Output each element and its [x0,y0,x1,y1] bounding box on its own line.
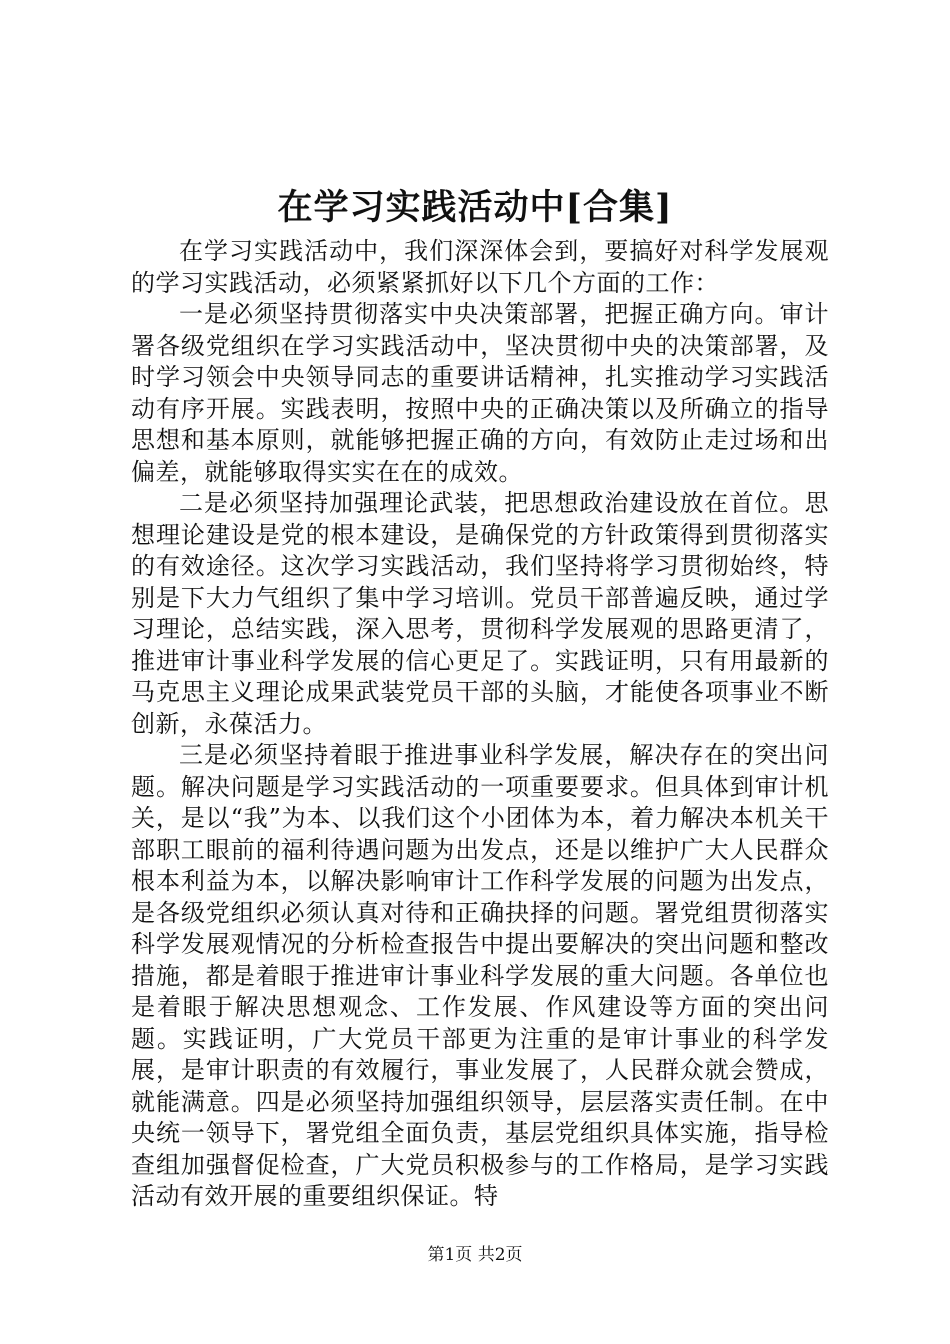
document-title: 在学习实践活动中[合集] [277,187,673,228]
paragraph-point-two: 二是必须坚持加强理论武装，把思想政治建设放在首位。思想理论建设是党的根本建设，是确保党的方针政策得到贯彻落实的有效途径。这次学习实践活动，我们坚持将学习贯彻始终，特别是下大力气组织了集中学习培训。党员干部普遍反映，通过学习理论，总结实践，深入思考，贯彻科学发展观的思路更清了，推进审计事业科学发展的信心更足了。实践证明，只有用最新的马克思主义理论成果武装党员干部的头脑，才能使各项事业不断创新，永葆活力。 [131,489,829,738]
paragraph-point-three: 三是必须坚持着眼于推进事业科学发展，解决存在的突出问题。解决问题是学习实践活动的一项重要要求。但具体到审计机关，是以“我”为本、以我们这个小团体为本，着力解决本机关干部职工眼前的福利待遇问题为出发点，还是以维护广大人民群众根本利益为本，以解决影响审计工作科学发展的问题为出发点，是各级党组织必须认真对待和正确抉择的问题。署党组贯彻落实科学发展观情况的分析检查报告中提出要解决的突出问题和整改措施，都是着眼于推进审计事业科学发展的重大问题。各单位也是着眼于解决思想观念、工作发展、作风建设等方面的突出问题。实践证明，广大党员干部更为注重的是审计事业的科学发展，是审计职责的有效履行，事业发展了，人民群众就会赞成，就能满意。四是必须坚持加强组织领导，层层落实责任制。在中央统一领导下，署党组全面负责，基层党组织具体实施，指导检查组加强督促检查，广大党员积极参与的工作格局，是学习实践活动有效开展的重要组织保证。特 [131,741,829,1210]
paragraph-intro: 在学习实践活动中，我们深深体会到，要搞好对科学发展观的学习实践活动，必须紧紧抓好以下几个方面的工作： [131,237,829,297]
page-number-footer: 第1页 共2页 [427,1245,523,1265]
document-body [131,236,829,1213]
paragraph-point-one: 一是必须坚持贯彻落实中央决策部署，把握正确方向。审计署各级党组织在学习实践活动中，坚决贯彻中央的决策部署，及时学习领会中央领导同志的重要讲话精神，扎实推动学习实践活动有序开展。实践表明，按照中央的正确决策以及所确立的指导思想和基本原则，就能够把握正确的方向，有效防止走过场和出偏差，就能够取得实实在在的成效。 [131,300,829,486]
